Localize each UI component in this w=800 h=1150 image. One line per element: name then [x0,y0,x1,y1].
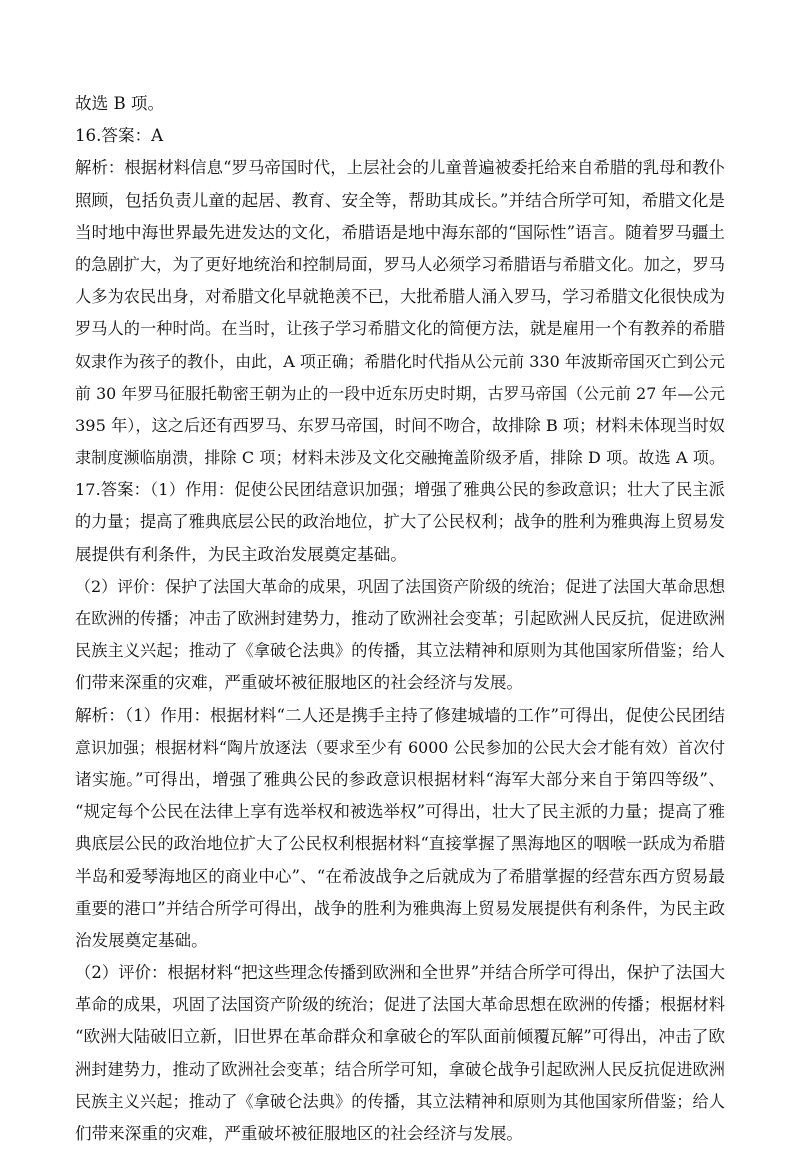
answer-heading-17: 17.答案：（1）作用：促使公民团结意识加强；增强了雅典公民的参政意识；壮大了民主派 [75,480,725,500]
text-line: （2）评价：根据材料“把这些理念传播到欧洲和全世界”并结合所学可得出，保护了法国大 [75,963,726,983]
text-line: 们带来深重的灾难，严重破坏被征服地区的社会经济与发展。 [75,1124,524,1143]
answer-heading-16: 16.答案：A [75,126,164,146]
text-line: “欧洲大陆破旧立新，旧世界在革命群众和拿破仑的军队面前倾覆瓦解”可得出，冲击了欧 [75,1027,725,1047]
text-line: 当时地中海世界最先进发达的文化，希腊语是地中海东部的“国际性”语言。随着罗马疆土 [75,222,725,242]
text-line: 人多为农民出身，对希腊文化早就艳羡不已，大批希腊人涌入罗马，学习希腊文化很快成为 [75,287,725,307]
text-line: 重要的港口”并结合所学可得出，战争的胜利为雅典海上贸易发展提供有利条件，为民主政 [75,898,725,918]
text-line: 的急剧扩大，为了更好地统治和控制局面，罗马人必须学习希腊语与希腊文化。加之，罗马 [75,254,725,274]
text-line: 罗马人的一种时尚。在当时，让孩子学习希腊文化的简便方法，就是雇用一个有教养的希腊 [75,319,725,339]
text-line: 前 30 年罗马征服托勒密王朝为止的一段中近东历史时期，古罗马帝国（公元前 27 年—公元 [75,383,725,403]
text-line: 故选 B 项。 [75,94,165,113]
text-line: 洲封建势力，推动了欧洲社会变革；结合所学可知，拿破仑战争引起欧洲人民反抗促进欧洲 [75,1059,725,1079]
text-line: “规定每个公民在法律上享有选举权和被选举权”可得出，壮大了民主派的力量；提高了雅 [75,802,725,822]
text-line: 展提供有利条件，为民主政治发展奠定基础。 [75,544,407,564]
text-line: 诸实施。”可得出，增强了雅典公民的参政意识根据材料“海军大部分来自于第四等级”、 [75,769,725,789]
document-body [75,88,725,1150]
text-line: 在欧洲的传播；冲击了欧洲封建势力，推动了欧洲社会变革；引起欧洲人民反抗，促进欧洲 [75,609,725,628]
analysis-heading: 解析：（1）作用：根据材料“二人还是携手主持了修建城墙的工作”可得出，促使公民团结 [75,705,725,725]
text-line: 民族主义兴起；推动了《拿破仑法典》的传播，其立法精神和原则为其他国家所借鉴；给人 [75,1091,725,1111]
text-line: 395 年），这之后还有西罗马、东罗马帝国，时间不吻合，故排除 B 项；材料未体现当时奴 [75,415,725,435]
text-line: 治发展奠定基础。 [75,930,208,950]
text-line: 的力量；提高了雅典底层公民的政治地位，扩大了公民权利；战争的胜利为雅典海上贸易发 [75,512,725,532]
text-line: 照顾，包括负责儿童的起居、教育、安全等，帮助其成长。”并结合所学可知，希腊文化是 [75,190,725,210]
text-line: 典底层公民的政治地位扩大了公民权利根据材料“直接掌握了黑海地区的咽喉一跃成为希腊 [75,834,725,854]
text-line: 半岛和爱琴海地区的商业中心”、“在希波战争之后就成为了希腊掌握的经营东西方贸易最 [75,866,725,886]
text-line: 奴隶作为孩子的教仆，由此，A 项正确；希腊化时代指从公元前 330 年波斯帝国灭亡到公元 [75,351,725,371]
text-line: 们带来深重的灾难，严重破坏被征服地区的社会经济与发展。 [75,673,524,693]
text-line: 民族主义兴起；推动了《拿破仑法典》的传播，其立法精神和原则为其他国家所借鉴；给人 [75,641,725,661]
text-line: 革命的成果，巩固了法国资产阶级的统治；促进了法国大革命思想在欧洲的传播；根据材料 [75,995,725,1015]
text-line: 隶制度濒临崩溃，排除 C 项；材料未涉及文化交融掩盖阶级矛盾，排除 D 项。故选 A 项。 [75,448,725,468]
text-line: 意识加强；根据材料“陶片放逐法（要求至少有 6000 公民参加的公民大会才能有效）首次付 [75,737,725,757]
text-line: 解析：根据材料信息“罗马帝国时代，上层社会的儿童普遍被委托给来自希腊的乳母和教仆 [75,158,725,178]
text-line: （2）评价：保护了法国大革命的成果，巩固了法国资产阶级的统治；促进了法国大革命思想 [75,576,726,596]
